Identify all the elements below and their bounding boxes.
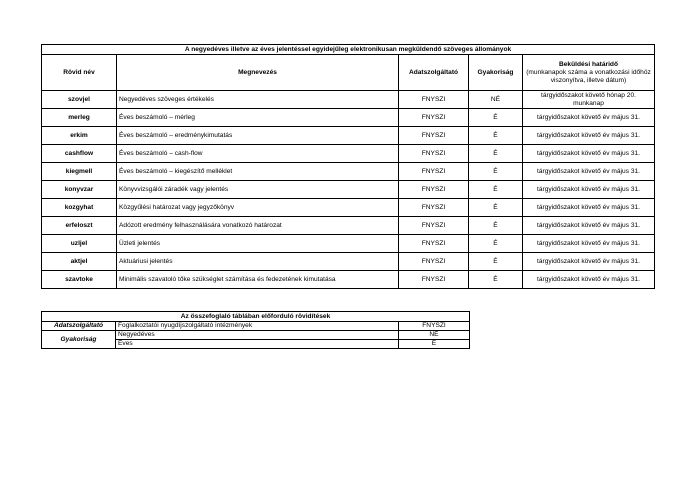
row-code: kiegmell (42, 163, 117, 181)
row-code: erfeloszt (42, 217, 117, 235)
table-row (42, 271, 655, 289)
row-provider: FNYSZI (399, 235, 469, 253)
header-deadline (523, 55, 655, 91)
row-code: cashflow (42, 145, 117, 163)
row-code: uzljel (42, 235, 117, 253)
row-name: Negyedéves szöveges értékelés (117, 91, 399, 109)
row-code: konyvzar (42, 181, 117, 199)
row-deadline-line1: tárgyidőszakot követő év május 31. (537, 221, 640, 229)
row-name: Minimális szavatoló tőke szükséglet számítása és fedezetének kimutatása (117, 271, 399, 289)
row-deadline (523, 217, 655, 235)
row-frequency: É (469, 181, 523, 199)
row-code: kozgyhat (42, 199, 117, 217)
row-frequency: É (469, 109, 523, 127)
abbr-key-frequency: Gyakoriság (42, 331, 116, 349)
abbr-desc-provider: Foglalkoztatói nyugdíjszolgáltató intézmények (116, 322, 399, 331)
row-deadline-line2: munkanap (573, 99, 604, 107)
abbr-key-provider: Adatszolgáltató (42, 322, 116, 331)
row-deadline-line1: tárgyidőszakot követő év május 31. (537, 167, 640, 175)
row-frequency: É (469, 217, 523, 235)
row-provider: FNYSZI (399, 127, 469, 145)
row-provider: FNYSZI (399, 109, 469, 127)
row-provider: FNYSZI (399, 271, 469, 289)
abbr-desc-yearly: Éves (116, 340, 399, 349)
row-code: szovjel (42, 91, 117, 109)
table-row (42, 91, 655, 109)
table-row (42, 163, 655, 181)
row-deadline (523, 91, 655, 109)
row-name: Könyvvizsgálói záradék vagy jelentés (117, 181, 399, 199)
row-name: Aktuáriusi jelentés (117, 253, 399, 271)
table-row (42, 145, 655, 163)
row-code: merleg (42, 109, 117, 127)
row-deadline-line1: tárgyidőszakot követő év május 31. (537, 149, 640, 157)
table-row (42, 181, 655, 199)
row-frequency: É (469, 145, 523, 163)
row-name: Éves beszámoló – eredménykimutatás (117, 127, 399, 145)
row-frequency: É (469, 271, 523, 289)
table-row (42, 253, 655, 271)
row-deadline-line1: tárgyidőszakot követő év május 31. (537, 257, 640, 265)
row-deadline (523, 271, 655, 289)
row-name: Közgyűlési határozat vagy jegyzőkönyv (117, 199, 399, 217)
row-deadline-line1: tárgyidőszakot követő év május 31. (537, 239, 640, 247)
row-name: Adózott eredmény felhasználására vonatkozó határozat (117, 217, 399, 235)
row-provider: FNYSZI (399, 181, 469, 199)
row-deadline (523, 145, 655, 163)
abbr-val-quarterly: NÉ (399, 331, 470, 340)
header-code: Rövid név (42, 55, 117, 91)
header-provider: Adatszolgáltató (399, 55, 469, 91)
row-provider: FNYSZI (399, 217, 469, 235)
table-row (42, 127, 655, 145)
row-frequency: É (469, 253, 523, 271)
row-deadline-line1: tárgyidőszakot követő hónap 20. (541, 91, 636, 99)
row-provider: FNYSZI (399, 253, 469, 271)
abbr-val-provider: FNYSZI (399, 322, 470, 331)
row-code: aktjel (42, 253, 117, 271)
row-deadline-line1: tárgyidőszakot követő év május 31. (537, 275, 640, 283)
row-name: Éves beszámoló – cash-flow (117, 145, 399, 163)
row-deadline (523, 181, 655, 199)
row-frequency: É (469, 127, 523, 145)
table-title: A negyedéves illetve az éves jelentéssel egyidejűleg elektronikusan megküldendő szöveges állományok (42, 45, 655, 55)
table-row (42, 199, 655, 217)
row-deadline (523, 235, 655, 253)
abbr-val-yearly: É (399, 340, 470, 349)
row-frequency: É (469, 235, 523, 253)
row-deadline (523, 253, 655, 271)
table-row (42, 109, 655, 127)
row-name: Éves beszámoló – mérleg (117, 109, 399, 127)
row-deadline (523, 199, 655, 217)
row-deadline-line1: tárgyidőszakot követő év május 31. (537, 203, 640, 211)
text-files-table (41, 44, 655, 289)
row-deadline-line1: tárgyidőszakot követő év május 31. (537, 185, 640, 193)
row-provider: FNYSZI (399, 91, 469, 109)
row-deadline (523, 163, 655, 181)
abbreviations-table (41, 311, 470, 349)
row-code: szavtoke (42, 271, 117, 289)
header-deadline-title: Beküldési határidő (559, 60, 618, 68)
row-provider: FNYSZI (399, 163, 469, 181)
row-provider: FNYSZI (399, 199, 469, 217)
row-code: erkim (42, 127, 117, 145)
header-deadline-sub: (munkanapok száma a vonatkozási időhöz viszonyítva, illetve dátum) (526, 68, 651, 84)
header-name: Megnevezés (117, 55, 399, 91)
row-provider: FNYSZI (399, 145, 469, 163)
header-frequency: Gyakoriság (469, 55, 523, 91)
row-frequency: É (469, 199, 523, 217)
row-name: Éves beszámoló – kiegészítő melléklet (117, 163, 399, 181)
table-row (42, 235, 655, 253)
table-row (42, 217, 655, 235)
abbr-title: Az összefoglaló táblában előforduló rövidítések (42, 312, 470, 322)
row-deadline-line1: tárgyidőszakot követő év május 31. (537, 131, 640, 139)
row-name: Üzleti jelentés (117, 235, 399, 253)
row-deadline (523, 109, 655, 127)
row-frequency: É (469, 163, 523, 181)
abbr-desc-quarterly: Negyedéves (116, 331, 399, 340)
row-deadline-line1: tárgyidőszakot követő év május 31. (537, 113, 640, 121)
row-frequency: NÉ (469, 91, 523, 109)
row-deadline (523, 127, 655, 145)
